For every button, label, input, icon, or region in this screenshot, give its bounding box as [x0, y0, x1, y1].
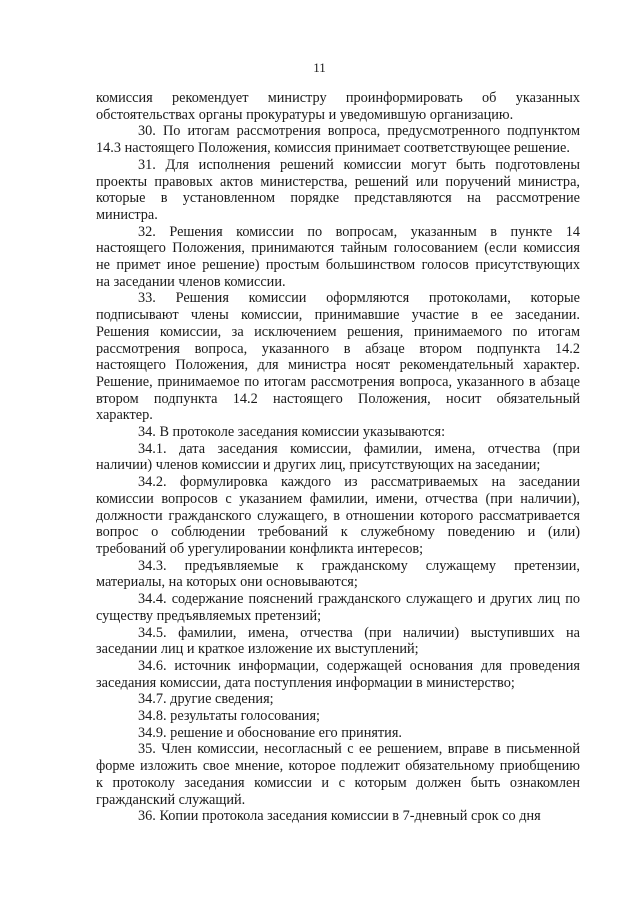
text-line: 35. Член комиссии, несогласный с ее решением, вправе в письменной [138, 741, 580, 758]
text-line: существу предъявляемых претензий; [96, 607, 322, 624]
paragraph [96, 474, 580, 558]
document-body [96, 90, 580, 825]
text-line: 34.5. фамилии, имена, отчества (при наличии) выступивших на [138, 624, 580, 641]
text-line: настоящего Положения, для министра носят рекомендательный характер. [96, 357, 580, 374]
text-line: гражданский служащий. [96, 791, 246, 808]
text-line: втором подпункта 14.2 настоящего Положения, носит обязательный [96, 390, 580, 407]
paragraph [96, 808, 580, 825]
paragraph [96, 741, 580, 808]
text-line: Решение, принимаемое по итогам рассмотрения вопроса, указанного в абзаце [96, 373, 580, 390]
paragraph [96, 90, 580, 123]
text-line: 31. Для исполнения решений комиссии могут быть подготовлены [138, 156, 580, 173]
text-line: характер. [96, 407, 153, 424]
text-line: 34.3. предъявляемые к гражданскому служащему претензии, [138, 557, 580, 574]
text-line: министра. [96, 206, 158, 223]
text-line: материалы, на которых они основываются; [96, 574, 358, 591]
text-line: заседания комиссии, дата поступления информации в министерство; [96, 674, 515, 691]
text-line: 34. В протоколе заседания комиссии указываются: [138, 424, 446, 441]
paragraph [96, 591, 580, 624]
text-line: 34.4. содержание пояснений гражданского служащего и других лиц по [138, 591, 580, 608]
paragraph [96, 658, 580, 691]
text-line: Решения комиссии, за исключением решения, принимаемого по итогам [96, 323, 580, 340]
text-line: 36. Копии протокола заседания комиссии в 7-дневный срок со дня [138, 808, 541, 825]
text-line: к протоколу заседания комиссии и с которым должен быть ознакомлен [96, 774, 580, 791]
paragraph [96, 691, 580, 708]
text-line: должности гражданского служащего, в отношении которого рассматривается [96, 507, 580, 524]
text-line: наличии) членов комиссии и других лиц, присутствующих на заседании; [96, 457, 541, 474]
paragraph [96, 725, 580, 742]
text-line: 34.8. результаты голосования; [138, 708, 320, 725]
paragraph [96, 441, 580, 474]
text-line: 30. По итогам рассмотрения вопроса, предусмотренного подпунктом [138, 123, 580, 140]
text-line: проекты правовых актов министерства, решений или поручений министра, [96, 173, 580, 190]
paragraph [96, 558, 580, 591]
text-line: рассмотрения вопроса, указанного в абзаце втором подпункта 14.2 [96, 340, 580, 357]
paragraph [96, 424, 580, 441]
text-line: вопрос о соблюдении требований к служебному поведению и (или) [96, 524, 580, 541]
text-line: комиссии вопросов с указанием фамилии, имени, отчества (при наличии), [96, 490, 580, 507]
text-line: 34.9. решение и обоснование его принятия. [138, 724, 402, 741]
text-line: не примет иное решение) простым большинством голосов присутствующих [96, 257, 580, 274]
text-line: 32. Решения комиссии по вопросам, указанным в пункте 14 [138, 223, 580, 240]
paragraph [96, 224, 580, 291]
text-line: настоящего Положения, принимаются тайным голосованием (если комиссия [96, 240, 580, 257]
text-line: которые в установленном порядке представляются на рассмотрение [96, 190, 580, 207]
text-line: 34.2. формулировка каждого из рассматриваемых на заседании [138, 474, 580, 491]
paragraph [96, 123, 580, 156]
text-line: 34.7. другие сведения; [138, 691, 274, 708]
text-line: 14.3 настоящего Положения, комиссия принимает соответствующее решение. [96, 140, 570, 157]
text-line: требований об урегулировании конфликта интересов; [96, 540, 424, 557]
paragraph [96, 157, 580, 224]
text-line: заседании лиц и краткое изложение их выступлений; [96, 641, 419, 658]
text-line: на заседании членов комиссии. [96, 273, 286, 290]
text-line: форме изложить свое мнение, которое подлежит обязательному приобщению [96, 758, 580, 775]
paragraph [96, 625, 580, 658]
text-line: комиссия рекомендует министру проинформировать об указанных [96, 90, 580, 106]
paragraph [96, 708, 580, 725]
text-line: 34.6. источник информации, содержащей основания для проведения [138, 657, 580, 674]
text-line: 33. Решения комиссии оформляются протоколами, которые [138, 290, 580, 307]
page-number: 11 [313, 60, 326, 75]
text-line: 34.1. дата заседания комиссии, фамилии, имена, отчества (при [138, 440, 580, 457]
text-line: подписывают члены комиссии, принимавшие участие в ее заседании. [96, 307, 580, 324]
text-line: обстоятельствах органы прокуратуры и уведомившую организацию. [96, 106, 514, 123]
paragraph [96, 290, 580, 424]
